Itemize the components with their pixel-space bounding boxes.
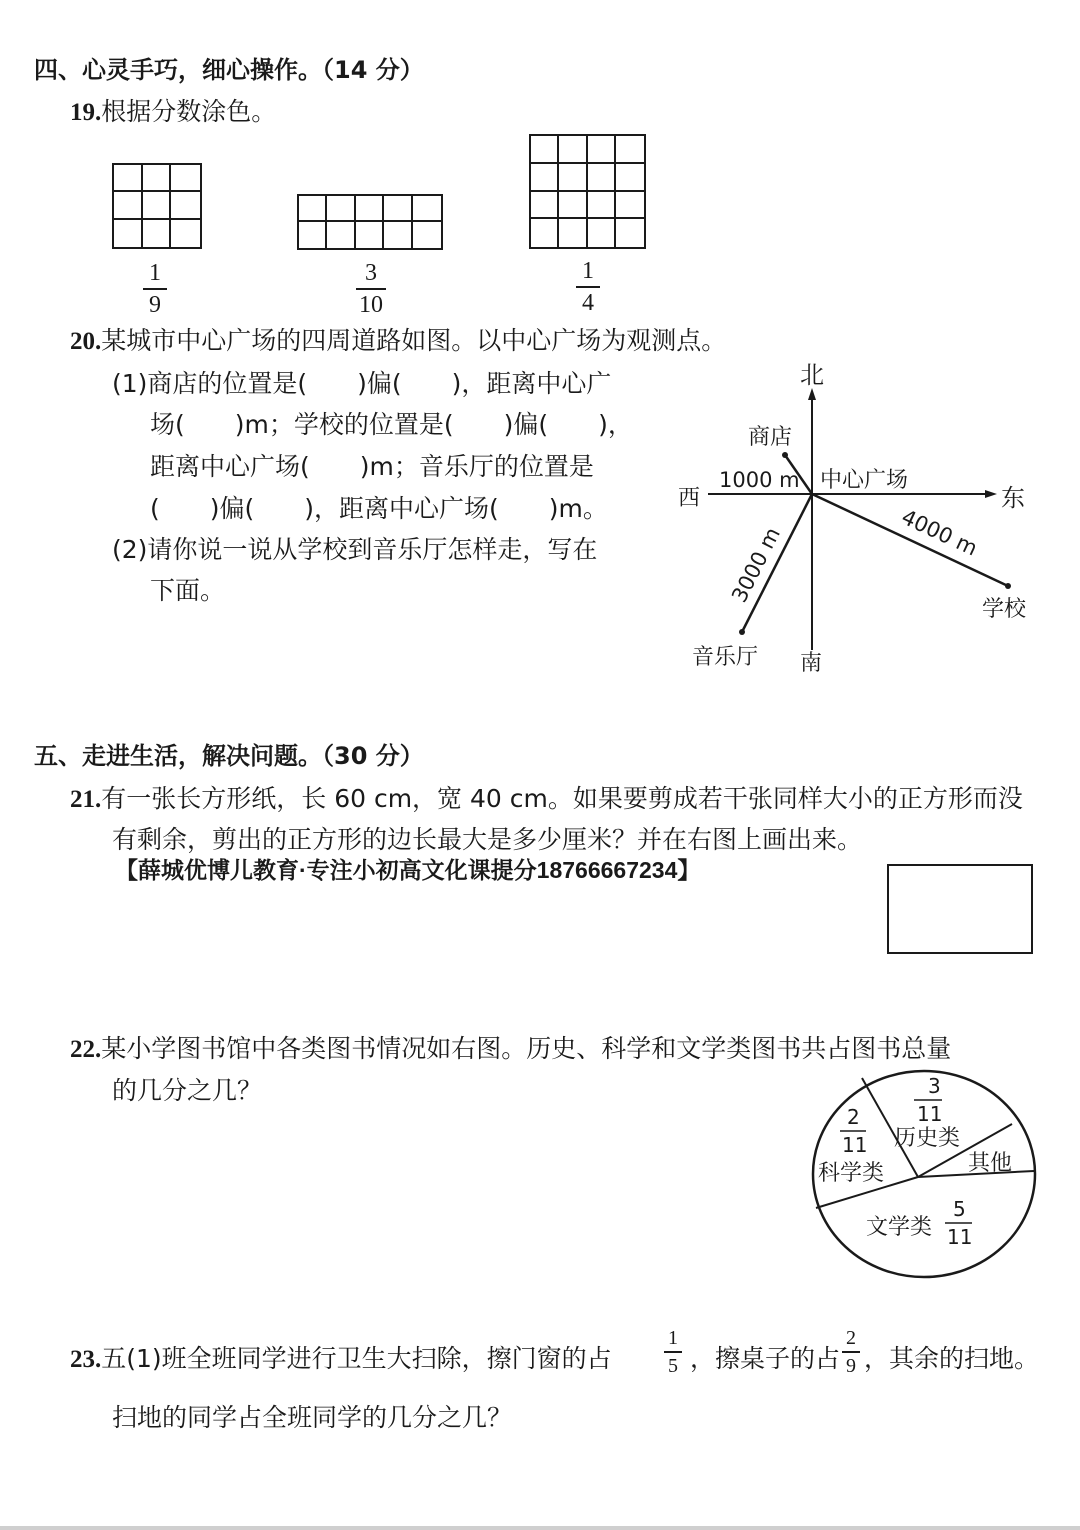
fraction-bar	[576, 286, 600, 288]
fraction-numerator: 1	[149, 260, 161, 286]
science-frac-den: 11	[842, 1133, 868, 1157]
q20-part1-line2: 场( )m；学校的位置是( )偏( )，	[150, 410, 633, 439]
fraction-denominator: 9	[149, 292, 161, 318]
q20-number: 20.	[70, 328, 102, 355]
q22-number: 22.	[70, 1036, 102, 1063]
fraction-denominator: 4	[582, 290, 594, 316]
grid-3x3[interactable]	[112, 163, 202, 249]
school-label: 学校	[982, 597, 1027, 622]
history-label: 历史类	[894, 1126, 961, 1151]
q20-part1-line3: 距离中心广场( )m；音乐厅的位置是	[150, 452, 594, 481]
q22-line2: 的几分之几？	[112, 1076, 263, 1105]
fraction-denominator: 9	[846, 1355, 856, 1377]
fraction-numerator: 2	[846, 1327, 856, 1349]
school-distance-label: 4000 m	[897, 504, 982, 561]
q20-part1-line4: ( )偏( )，距离中心广场( )m。	[150, 494, 608, 523]
grid-2x5[interactable]	[297, 194, 443, 250]
other-label: 其他	[968, 1151, 1013, 1176]
q23-line2: 扫地的同学占全班同学的几分之几？	[112, 1403, 513, 1432]
watermark-text: 【薛城优博儿教育·专注小初高文化课提分18766667234】	[115, 857, 701, 883]
shop-label: 商店	[748, 425, 793, 450]
q20-question	[70, 321, 726, 357]
q22-text-line1: 某小学图书馆中各类图书情况如右图。历史、科学和文学类图书共占图书总量	[101, 1034, 952, 1063]
fraction-numerator: 3	[365, 260, 377, 286]
science-frac-num: 2	[847, 1105, 860, 1129]
q20-part2-line1: (2)请你说一说从学校到音乐厅怎样走，写在	[112, 535, 598, 564]
q19-text: 根据分数涂色。	[101, 97, 277, 126]
q23-text-c: ，其余的扫地。	[864, 1344, 1040, 1373]
fraction-bar	[143, 288, 167, 290]
north-arrowhead	[808, 388, 816, 400]
hall-distance-label: 3000 m	[727, 523, 786, 607]
history-frac-num: 3	[928, 1074, 941, 1098]
q23-fraction-2-9	[842, 1328, 860, 1376]
fraction-1-4	[576, 259, 600, 315]
direction-map	[670, 355, 1070, 685]
q21-line1	[70, 779, 1023, 815]
q20-part2-line2: 下面。	[150, 576, 226, 605]
history-frac-den: 11	[917, 1102, 943, 1126]
fraction-numerator: 1	[668, 1327, 678, 1349]
q20-part1-line1: (1)商店的位置是( )偏( )，距离中心广	[112, 369, 612, 398]
west-label: 西	[678, 486, 701, 511]
q19-question	[70, 92, 276, 128]
section4-title: 四、心灵手巧，细心操作。（14 分）	[34, 56, 424, 84]
shop-distance-label: 1000 m	[719, 468, 800, 492]
fraction-1-9	[143, 261, 167, 317]
q21-line2: 有剩余，剪出的正方形的边长最大是多少厘米？并在右图上画出来。	[112, 825, 863, 854]
rectangle-paper-drawing-area[interactable]	[887, 864, 1033, 954]
q23-text-b: ，擦桌子的占	[690, 1344, 841, 1373]
south-label: 南	[800, 651, 823, 676]
fraction-bar	[356, 288, 386, 290]
q19-number: 19.	[70, 99, 102, 126]
literature-frac-num: 5	[953, 1197, 966, 1221]
fraction-bar	[842, 1351, 860, 1353]
literature-frac-den: 11	[947, 1225, 973, 1249]
section5-title: 五、走进生活，解决问题。（30 分）	[34, 742, 424, 770]
q21-number: 21.	[70, 786, 102, 813]
grid-4x4[interactable]	[529, 134, 646, 249]
fraction-bar	[664, 1351, 682, 1353]
fraction-denominator: 5	[668, 1355, 678, 1377]
fraction-denominator: 10	[359, 292, 383, 318]
q21-text-line1: 有一张长方形纸，长 60 cm，宽 40 cm。如果要剪成若干张同样大小的正方形而没	[101, 784, 1023, 813]
school-point	[1005, 583, 1011, 589]
science-label: 科学类	[818, 1161, 885, 1186]
hall-label: 音乐厅	[692, 645, 759, 670]
hall-point	[739, 629, 745, 635]
q20-text: 某城市中心广场的四周道路如图。以中心广场为观测点。	[101, 326, 727, 355]
north-label: 北	[800, 361, 824, 389]
q23-fraction-1-5	[664, 1328, 682, 1376]
pie-chart	[800, 1060, 1050, 1290]
fraction-numerator: 1	[582, 258, 594, 284]
fraction-3-10	[356, 261, 386, 317]
literature-label: 文学类	[866, 1215, 933, 1240]
q23-text-a: 五(1)班全班同学进行卫生大扫除，擦门窗的占	[101, 1344, 612, 1373]
east-label: 东	[1001, 484, 1025, 512]
page-bottom-edge	[0, 1526, 1080, 1530]
center-label: 中心广场	[820, 468, 909, 493]
east-arrowhead	[985, 490, 997, 498]
q23-line1-part-a	[70, 1339, 612, 1375]
q23-number: 23.	[70, 1346, 102, 1373]
shop-point	[782, 452, 788, 458]
